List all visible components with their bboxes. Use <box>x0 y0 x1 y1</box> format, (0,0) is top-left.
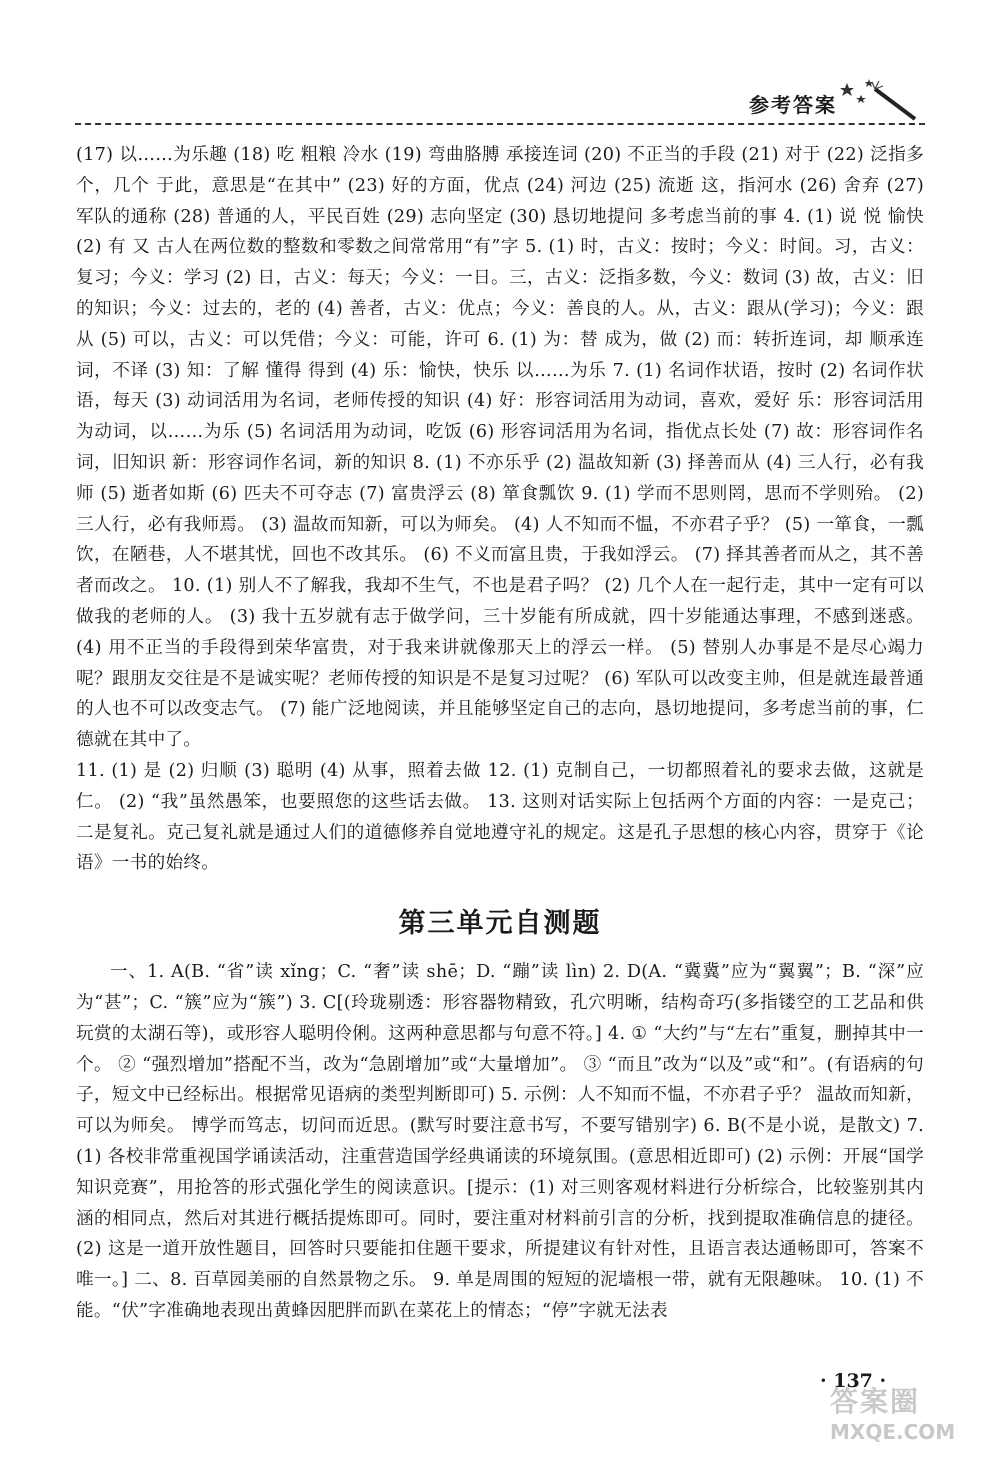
section-title: 第三单元自测题 <box>398 908 602 940</box>
page-content <box>76 140 924 1327</box>
answers-continued: (17) 以……为乐趣 (18) 吃 粗粮 冷水 (19) 弯曲胳膊 承接连词 (20) 不正当的手段 (21) 对于 (22) 泛指多个，几个 于此，意思是“在其中” (23) 好的方面，优点 (24) 河边 (25) 流逝 这，指河水 (26) 舍弃 (27) 军队的通称 (28) 普通的人，平民百姓 (29) 志向坚定 (30) 恳切地提问 多考虑当前的事 4. (1) 说 悦 愉快 (2) 有 又 古人在两位数的整数和零数之间常常用“有”字 5. (1) 时，古义：按时；今义：时间。习，古义：复习；今义：学习 (2) 日，古义：每天；今义：一日。三，古义：泛指多数，今义：数词 (3) 故，古义：旧的知识；今义：过去的，老的 (4) 善者，古义：优点；今义：善良的人。从，古义：跟从(学习)；今义：跟从 (5) 可以，古义：可以凭借；今义：可能，许可 6. (1) 为：替 成为，做 (2) 而：转折连词，却 顺承连词，不译 (3) 知：了解 懂得 得到 (4) 乐：愉快，快乐 以……为乐 7. (1) 名词作状语，按时 (2) 名词作状语，每天 (3) 动词活用为名词，老师传授的知识 (4) 好：形容词活用为动词，喜欢，爱好 乐：形容词活用为动词，以……为乐 (5) 名词活用为动词，吃饭 (6) 形容词活用为名词，指优点长处 (7) 故：形容词作名词，旧知识 新：形容词作名词，新的知识 8. (1) 不亦乐乎 (2) 温故知新 (3) 择善而从 (4) 三人行，必有我师 (5) 逝者如斯 (6) 匹夫不可夺志 (7) 富贵浮云 (8) 箪食瓢饮 9. (1) 学而不思则罔，思而不学则殆。 (2) 三人行，必有我师焉。 (3) 温故而知新，可以为师矣。 (4) 人不知而不愠，不亦君子乎？ (5) 一箪食，一瓢饮，在陋巷，人不堪其忧，回也不改其乐。 (6) 不义而富且贵，于我如浮云。 (7) 择其善者而从之，其不善者而改之。 10. (1) 别人不了解我，我却不生气，不也是君子吗？ (2) 几个人在一起行走，其中一定有可以做我的老师的人。 (3) 我十五岁就有志于做学问，三十岁能有所成就，四十岁能通达事理，不感到迷惑。 (4) 用不正当的手段得到荣华富贵，对于我来讲就像那天上的浮云一样。 (5) 替别人办事是不是尽心竭力呢？跟朋友交往是不是诚实呢？老师传授的知识是不是复习过呢？ (6) 军队可以改变主帅，但是就连最普通的人也不可以改变志气。 (7) 能广泛地阅读，并且能够坚定自己的志向，恳切地提问，多考虑当前的事，仁德就在其中了。 <box>76 145 924 751</box>
header-divider <box>75 123 925 125</box>
answers-11-13: 11. (1) 是 (2) 归顺 (3) 聪明 (4) 从事，照着去做 12. (1) 克制自己，一切都照着礼的要求去做，这就是仁。 (2) “我”虽然愚笨，也要照您的这些话去做。 13. 这则对话实际上包括两个方面的内容：一是克己；二是复礼。克己复礼就是通过人们的道德修养自觉地遵守礼的规定。这是孔子思想的核心内容，贯穿于《论语》一书的始终。 <box>76 760 924 874</box>
watermark-top: 答案圈 <box>830 1385 921 1418</box>
section-body: 一、1. A(B. “省”读 xǐng；C. “奢”读 shē；D. “蹦”读 lìn) 2. D(A. “冀冀”应为“翼翼”；B. “深”应为“甚”；C. “簇”应为“簇”) 3. C[(玲珑剔透：形容器物精致，孔穴明晰，结构奇巧(多指镂空的工艺品和供玩赏的太湖石等)，或形容人聪明伶俐。这两种意思都与句意不符。] 4. ① “大约”与“左右”重复，删掉其中一个。 ② “强烈增加”搭配不当，改为“急剧增加”或“大量增加”。 ③ “而且”改为“以及”或“和”。(有语病的句子，短文中已经标出。根据常见语病的类型判断即可) 5. 示例：人不知而不愠，不亦君子乎？ 温故而知新，可以为师矣。 博学而笃志，切问而近思。(默写时要注意书写，不要写错别字) 6. B(不是小说，是散文) 7. (1) 各校非常重视国学诵读活动，注重营造国学经典诵读的环境氛围。(意思相近即可) (2) 示例：开展“国学知识竞赛”，用抢答的形式强化学生的阅读意识。[提示：(1) 对三则客观材料进行分析综合，比较鉴别其内涵的相同点，然后对其进行概括提炼即可。同时，要注重对材料前引言的分析，找到提取准确信息的捷径。 (2) 这是一道开放性题目，回答时只要能扣住题干要求，所提建议有针对性，且语言表达通畅即可，答案不唯一。] 二、8. 百草园美丽的自然景物之乐。 9. 单是周围的短短的泥墙根一带，就有无限趣味。 10. (1) 不能。“伏”字准确地表现出黄蜂因肥胖而趴在菜花上的情态；“停”字就无法表 <box>76 962 924 1321</box>
header-title: 参考答案 <box>749 93 837 117</box>
page-header <box>75 75 925 125</box>
page-number: · 137 · <box>820 1370 887 1392</box>
watermark-bottom: MXQE.COM <box>830 1420 956 1444</box>
watermark-logo <box>830 1380 980 1450</box>
magic-wand-icon <box>835 75 925 123</box>
